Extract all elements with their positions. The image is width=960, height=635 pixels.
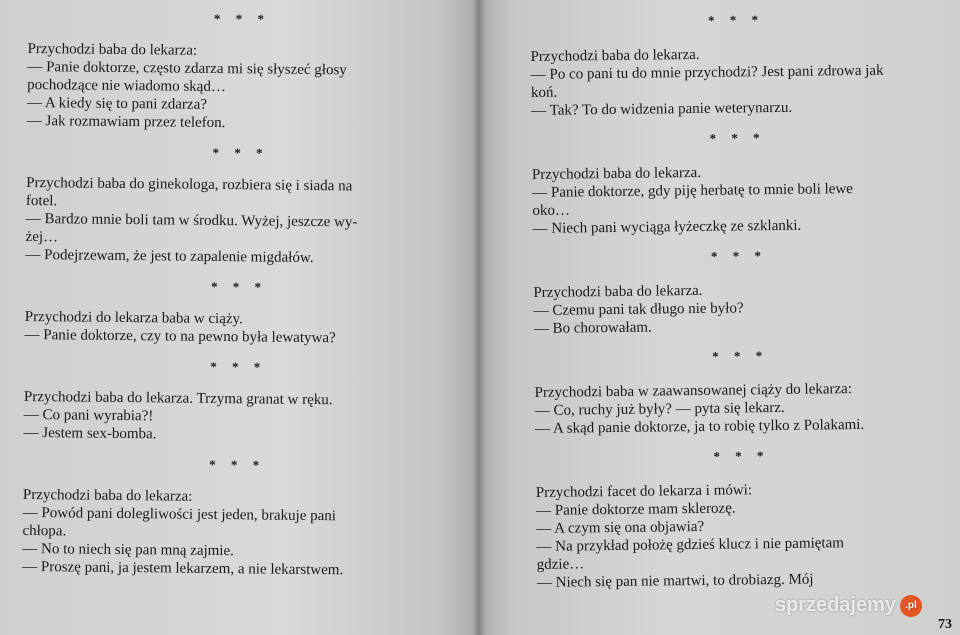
left-page (0, 0, 478, 635)
joke-line: — A kiedy się to pani zdarza? (26, 94, 208, 113)
left-joke (25, 174, 454, 268)
joke-line: — Po co pani tu do mnie przychodzi? Jest pani zdrowa jak (530, 62, 884, 83)
left-joke (23, 388, 452, 446)
joke-line: — Niech się pan nie martwi, to drobiazg. Mój (536, 571, 814, 591)
joke-line: — Bo chorowałam. (533, 319, 652, 337)
joke-line: oko… (532, 202, 571, 219)
joke-line: — Panie doktorze, gdy piję herbatę to mnie boli lewe (532, 181, 854, 201)
joke-line: — Tak? To do widzenia panie weterynarzu. (531, 99, 793, 119)
section-separator: * * * (710, 248, 768, 264)
joke-line: — Podejrzewam, że jest to zapalenie migdałów. (25, 246, 314, 267)
joke-line: chłopa. (22, 522, 67, 540)
joke-line: — Powód pani dolegliwości jest jeden, brakuje pani (22, 504, 337, 525)
joke-line: Przychodzi facet do lekarza i mówi: (535, 482, 753, 501)
joke-line: Przychodzi do lekarza baba w ciąży. (24, 308, 243, 328)
joke-line: Przychodzi baba do lekarza. Trzyma granat w ręku. (23, 388, 333, 409)
section-separator: * * * (211, 278, 268, 295)
joke-line: Przychodzi baba do lekarza: (22, 486, 193, 505)
joke-line: pochodzące nie wiadomo skąd… (27, 76, 226, 96)
joke-line: — A czym się ona objawia? (536, 518, 705, 537)
watermark (775, 594, 922, 617)
left-joke (22, 486, 451, 580)
right-joke (533, 279, 946, 338)
right-joke (530, 43, 943, 120)
joke-line: Przychodzi baba do lekarza: (27, 40, 198, 59)
section-separator: * * * (712, 348, 769, 364)
joke-line: żej… (25, 228, 59, 246)
joke-line: — Bardzo mnie boli tam w środku. Wyżej, jeszcze wy- (25, 210, 358, 231)
joke-line: Przychodzi baba do lekarza. (531, 164, 702, 183)
joke-line: Przychodzi baba do lekarza. (533, 282, 703, 301)
joke-line: — Jak rozmawiam przez telefon. (26, 112, 226, 132)
section-separator: * * * (209, 456, 266, 473)
right-joke (535, 379, 948, 438)
section-separator: * * * (210, 358, 267, 375)
joke-line: Przychodzi baba w zaawansowanej ciąży do lekarza: (534, 381, 853, 401)
joke-line: fotel. (25, 192, 58, 210)
joke-line: — Na przykład położę gdzieś klucz i nie pamiętam (536, 535, 844, 555)
joke-line: gdzie… (536, 556, 585, 573)
joke-line: — Co, ruchy już były? — pyta się lekarz. (534, 399, 785, 419)
book-gutter (472, 0, 486, 635)
joke-line: — Panie doktorze, często zdarza mi się słyszeć głosy (27, 58, 347, 79)
joke-line: Przychodzi baba do lekarza. (530, 46, 700, 65)
section-separator: * * * (212, 144, 269, 161)
section-separator: * * * (707, 12, 765, 28)
watermark-text: sprzedajemy (774, 594, 896, 616)
joke-line: koń. (530, 84, 558, 101)
page-number: 73 (938, 617, 952, 632)
left-joke (24, 308, 452, 348)
joke-line: — Niech pani wyciąga łyżeczkę ze szklanki. (532, 217, 802, 237)
joke-line: Przychodzi baba do ginekologa, rozbiera się i siada na (26, 174, 353, 195)
right-page-text (530, 9, 949, 592)
joke-line: — Proszę pani, ja jestem lekarzem, a nie lekarstwem. (22, 558, 344, 579)
section-separator: * * * (709, 130, 766, 146)
joke-line: — Panie doktorze, czy to na pewno była lewatywa? (24, 326, 336, 347)
joke-line: — Panie doktorze mam sklerozę. (535, 500, 736, 519)
right-page (478, 0, 960, 635)
left-page-text (22, 8, 456, 580)
joke-line: — A skąd panie doktorze, ja to robię tylko z Polakami. (534, 416, 865, 437)
joke-line: — Co pani wyrabia?! (23, 406, 154, 425)
section-separator: * * * (213, 10, 270, 27)
watermark-badge: .pl (900, 595, 922, 617)
right-joke (532, 161, 945, 238)
joke-line: — No to niech się pan mną zajmie. (22, 540, 235, 560)
left-joke (27, 40, 456, 134)
joke-line: — Jestem sex-bomba. (23, 424, 157, 443)
section-separator: * * * (713, 448, 770, 464)
right-joke (536, 479, 949, 592)
joke-line: — Czemu pani tak długo nie było? (533, 300, 744, 319)
